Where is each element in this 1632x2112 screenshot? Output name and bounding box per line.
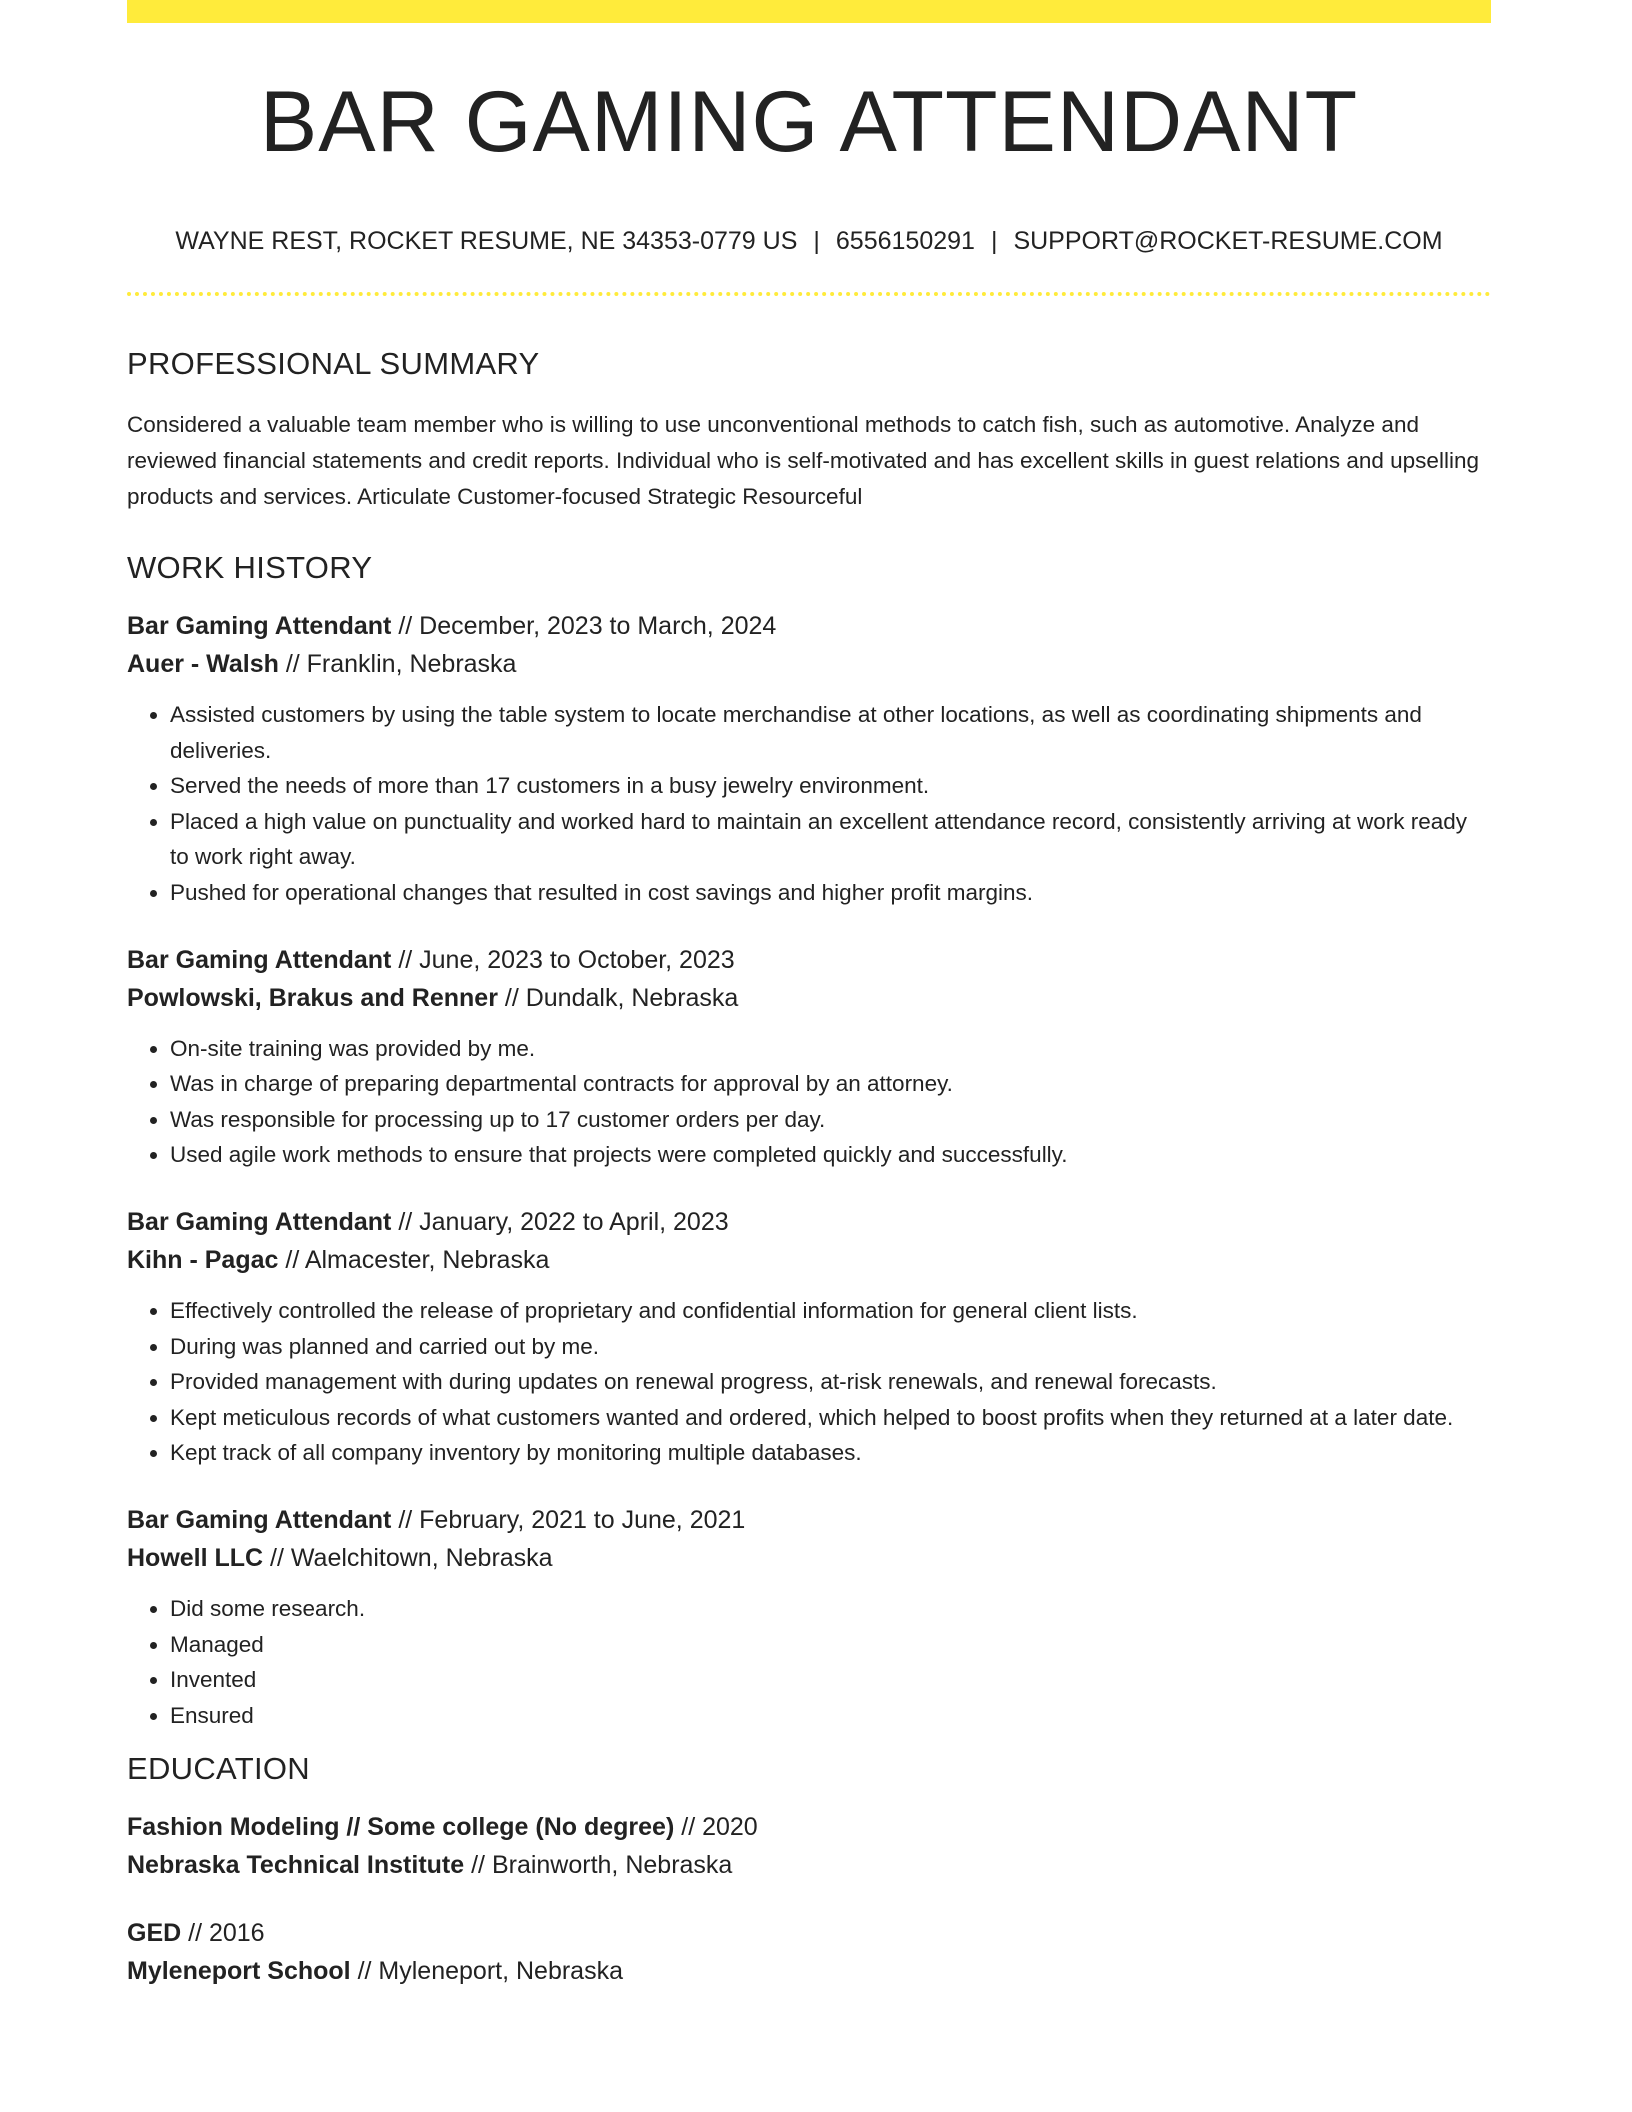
job-company: Kihn - Pagac — [127, 1245, 279, 1274]
job-company: Auer - Walsh — [127, 650, 279, 678]
education-location: // Myleneport, Nebraska — [350, 1957, 623, 1986]
job-entry — [127, 1203, 1491, 1471]
job-bullets — [127, 1031, 1491, 1173]
job-location: // Dundalk, Nebraska — [497, 983, 739, 1012]
job-role-line — [127, 941, 1491, 979]
job-company: Howell LLC — [127, 1543, 264, 1572]
contact-address: WAYNE REST, ROCKET RESUME, NE 34353-0779 US — [175, 227, 798, 255]
education-degree-line — [127, 1914, 1491, 1952]
job-bullet: • Kept track of all company inventory by monitoring multiple databases. — [170, 1435, 1491, 1471]
job-dates: // February, 2021 to June, 2021 — [391, 1505, 746, 1534]
education-degree: GED — [127, 1919, 182, 1948]
contact-separator: | — [990, 227, 998, 255]
job-company-line — [127, 1241, 1491, 1279]
resume-page — [127, 0, 1491, 1990]
job-role-line — [127, 1501, 1491, 1539]
job-bullets — [127, 1293, 1491, 1471]
job-bullet: • Invented — [170, 1662, 1491, 1698]
summary-text: Considered a valuable team member who is willing to use unconventional methods to catch fish, such as automotive. Analyze and reviewed financial statements and credit reports. Individual who is self-motivated and has excellent skills in guest relations and upselling products and services. Articulate Customer-focused Strategic Resourceful — [127, 412, 1479, 509]
education-degree-line — [127, 1808, 1491, 1846]
contact-line — [127, 229, 1491, 254]
job-bullet: • Was responsible for processing up to 17 customer orders per day. — [170, 1102, 1491, 1138]
contact-email: SUPPORT@ROCKET-RESUME.COM — [1013, 227, 1443, 255]
education-entry — [127, 1808, 1491, 1884]
section-title-work-history: WORK HISTORY — [127, 550, 373, 585]
job-company: Powlowski, Brakus and Renner — [127, 983, 498, 1012]
job-company-line — [127, 979, 1491, 1017]
education-location: // Brainworth, Nebraska — [464, 1851, 733, 1880]
job-role: Bar Gaming Attendant — [127, 945, 392, 974]
contact-phone: 6556150291 — [835, 227, 975, 255]
education-school-line — [127, 1846, 1491, 1884]
job-bullet: • Ensured — [170, 1698, 1491, 1734]
job-location: // Almacester, Nebraska — [278, 1245, 550, 1274]
job-bullet: • On-site training was provided by me. — [170, 1031, 1491, 1067]
job-bullet: • Did some research. — [170, 1591, 1491, 1627]
education-year: // 2020 — [674, 1813, 758, 1842]
education-school-line — [127, 1952, 1491, 1990]
job-role: Bar Gaming Attendant — [127, 612, 392, 640]
job-dates: // January, 2022 to April, 2023 — [391, 1207, 729, 1236]
job-bullet: • Used agile work methods to ensure that projects were completed quickly and successfully. — [170, 1137, 1491, 1173]
job-role-line — [127, 1203, 1491, 1241]
job-entry — [127, 1501, 1491, 1733]
job-bullet: • Placed a high value on punctuality and worked hard to maintain an excellent attendance record, consistently arriving at work ready to work right away. — [170, 804, 1491, 875]
top-accent-bar — [127, 0, 1491, 23]
section-title-summary: PROFESSIONAL SUMMARY — [127, 346, 540, 381]
job-entry — [127, 607, 1491, 911]
job-bullet: • Managed — [170, 1627, 1491, 1663]
job-bullet: • Assisted customers by using the table system to locate merchandise at other locations, as well as coordinating shipments and deliveries. — [170, 697, 1491, 768]
job-dates: // June, 2023 to October, 2023 — [391, 945, 735, 974]
education-degree: Fashion Modeling // Some college (No degree) — [127, 1813, 675, 1842]
job-role: Bar Gaming Attendant — [127, 1505, 392, 1534]
contact-separator: | — [813, 227, 820, 255]
resume-title: BAR GAMING ATTENDANT — [259, 74, 1359, 170]
job-bullet: • Provided management with during updates on renewal progress, at-risk renewals, and renewal forecasts. — [170, 1364, 1491, 1400]
job-role: Bar Gaming Attendant — [127, 1207, 392, 1236]
job-bullet: • During was planned and carried out by me. — [170, 1329, 1491, 1365]
education-school: Nebraska Technical Institute — [127, 1851, 465, 1880]
job-bullet: • Was in charge of preparing departmental contracts for approval by an attorney. — [170, 1066, 1491, 1102]
job-role-line — [127, 607, 1491, 645]
section-title-education: EDUCATION — [127, 1751, 310, 1787]
dotted-divider — [127, 292, 1491, 296]
job-location: // Franklin, Nebraska — [278, 650, 517, 678]
job-entry — [127, 941, 1491, 1173]
education-school: Myleneport School — [127, 1957, 351, 1986]
job-company-line — [127, 645, 1491, 683]
job-bullets — [127, 697, 1491, 911]
job-dates: // December, 2023 to March, 2024 — [391, 612, 777, 640]
job-bullet: • Kept meticulous records of what customers wanted and ordered, which helped to boost profits when they returned at a later date. — [170, 1400, 1491, 1436]
job-bullets — [127, 1591, 1491, 1733]
job-bullet: • Pushed for operational changes that resulted in cost savings and higher profit margins. — [170, 875, 1491, 911]
job-location: // Waelchitown, Nebraska — [263, 1543, 553, 1572]
education-entry — [127, 1914, 1491, 1990]
job-bullet: • Effectively controlled the release of proprietary and confidential information for general client lists. — [170, 1293, 1491, 1329]
education-year: // 2016 — [181, 1919, 265, 1948]
job-company-line — [127, 1539, 1491, 1577]
job-bullet: • Served the needs of more than 17 customers in a busy jewelry environment. — [170, 768, 1491, 804]
